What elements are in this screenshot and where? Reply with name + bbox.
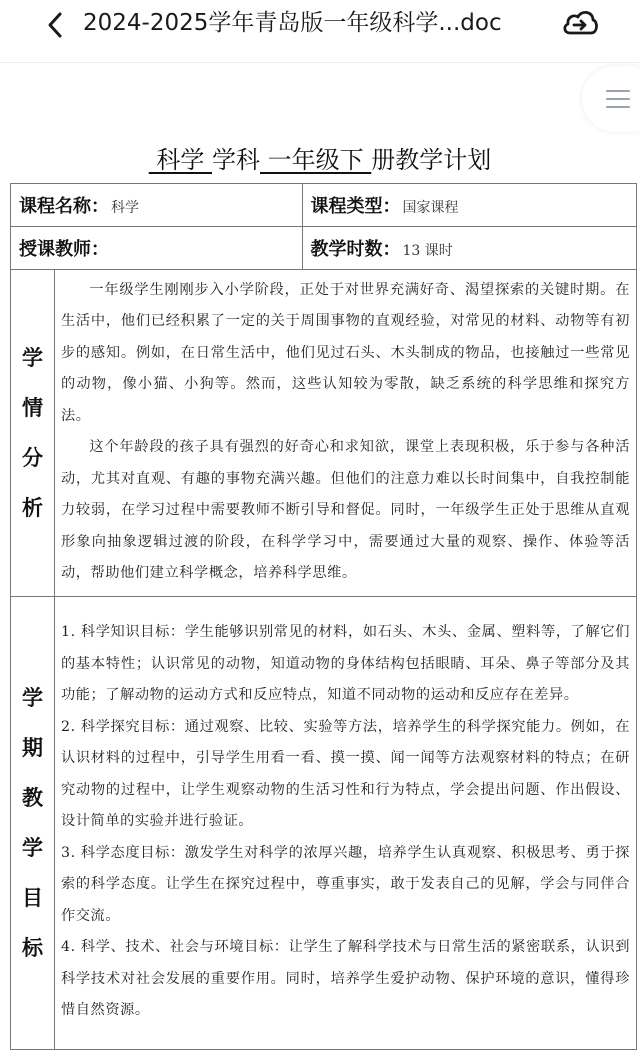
section-body [54,597,636,1050]
heading-grade: 一年级下 [260,146,372,174]
course-type-label: 课程类型： [310,196,401,217]
meta-row [11,184,637,227]
section-body [54,270,636,597]
course-name-label: 课程名称： [19,196,109,217]
teacher-cell [11,227,303,270]
hours-label: 教学时数： [310,239,401,260]
heading-subject: 科学 [148,146,212,174]
section-label [11,597,55,1050]
teacher-label: 授课教师： [19,239,109,260]
course-name-value: 科学 [111,200,139,216]
section-label-char: 教 [21,786,43,810]
section-term-goals [11,597,637,1050]
goal-item: 1. 科学知识目标：学生能够识别常见的材料，如石头、木头、金属、塑料等，了解它们的基本特性；认识常见的动物，知道动物的身体结构包括眼睛、耳朵、鼻子等部分及其功能；了解动物的运动方式和反应特点，知道不同动物的运动和反应存在差异。 [60,624,630,704]
hamburger-menu-icon-line [606,98,630,100]
document-title: 2024-2025学年青岛版一年级科学...doc [83,10,502,36]
hours-value: 13 课时 [402,243,453,259]
cloud-upload-icon [560,6,600,40]
section-student-analysis [11,270,637,597]
back-button[interactable] [42,10,70,40]
meta-row [11,227,637,270]
goal-item: 3. 科学态度目标：激发学生对科学的浓厚兴趣，培养学生认真观察、积极思考、勇于探索的科学态度。让学生在探究过程中，尊重事实，敢于发表自己的见解，学会与同伴合作交流。 [60,844,630,924]
cloud-upload-button[interactable] [560,6,600,40]
section-label [11,270,55,597]
goal-item: 4. 科学、技术、社会与环境目标：让学生了解科学技术与日常生活的紧密联系，认识到科学技术对社会发展的重要作用。同时，培养学生爱护动物、保护环境的意识，懂得珍惜自然资源。 [60,939,630,1019]
section-label-char: 学 [21,836,43,860]
course-name-cell [11,184,303,227]
menu-button[interactable] [582,66,640,132]
paragraph: 这个年龄段的孩子具有强烈的好奇心和求知欲，课堂上表现积极，乐于参与各种活动，尤其对直观、有趣的事物充满兴趣。但他们的注意力难以长时间集中，自我控制能力较弱，在学习过程中需要教师不断引导和督促。同时，一年级学生正处于思维从直观形象向抽象逻辑过渡的阶段，在科学学习中，需要通过大量的观察、操作、体验等活动，帮助他们建立科学概念，培养科学思维。 [60,439,630,581]
chevron-left-icon [42,10,70,40]
paragraph: 一年级学生刚刚步入小学阶段，正处于对世界充满好奇、渴望探索的关键时期。在生活中，他们已经积累了一定的关于周围事物的直观经验，对常见的材料、动物等有初步的感知。例如，在日常生活中，他们见过石头、木头制成的物品，也接触过一些常见的动物，像小猫、小狗等。然而，这些认知较为零散，缺乏系统的科学思维和探究方法。 [60,281,630,424]
section-label-char: 学 [21,346,43,370]
app-header [0,0,640,63]
course-type-value: 国家课程 [402,200,459,216]
section-label-char: 目 [21,886,43,910]
goal-item: 2. 科学探究目标：通过观察、比较、实验等方法，培养学生的科学探究能力。例如，在认识材料的过程中，引导学生用看一看、摸一摸、闻一闻等方法观察材料的特点；在研究动物的过程中，让学生观察动物的生活习性和行为特点，学会提出问题、作出假设、设计简单的实验并进行验证。 [60,718,630,830]
document-heading [0,142,640,178]
hamburger-menu-icon-line [606,106,630,108]
heading-plan-suffix: 册教学计划 [371,146,492,174]
section-label-char: 情 [21,396,43,420]
section-label-char: 期 [21,736,43,760]
section-label-char: 标 [21,936,43,960]
heading-subject-suffix: 学科 [212,146,260,174]
section-label-char: 析 [21,496,43,520]
teaching-plan-table [10,183,637,1050]
hamburger-menu-icon [606,90,630,92]
course-type-cell [302,184,637,227]
hours-cell [302,227,637,270]
section-label-char: 分 [21,446,43,470]
section-label-char: 学 [21,686,43,710]
